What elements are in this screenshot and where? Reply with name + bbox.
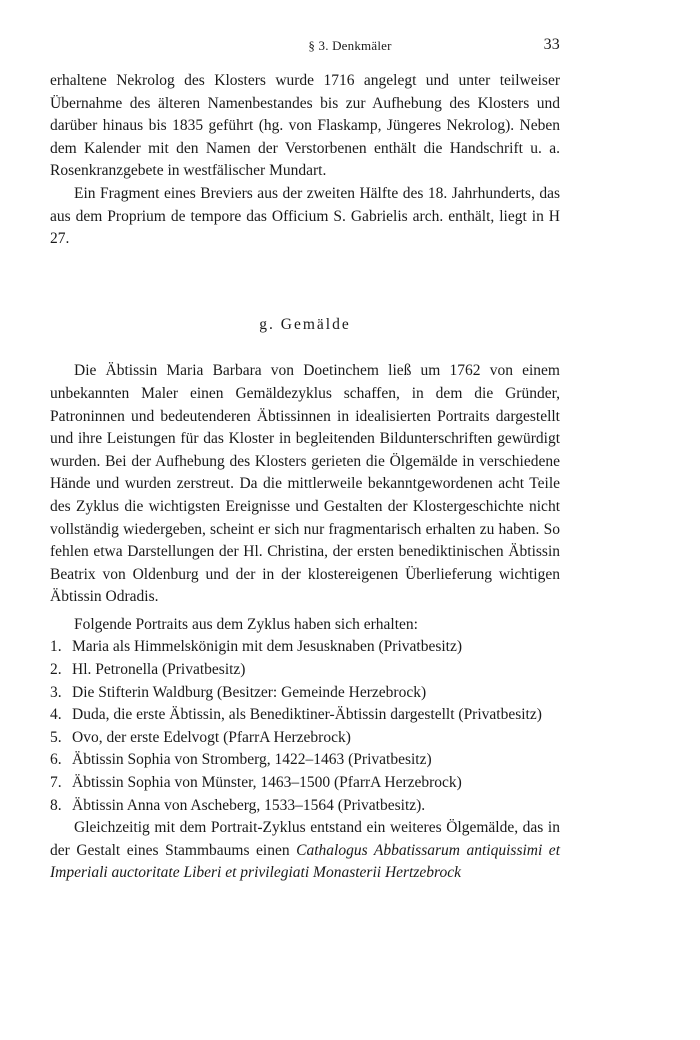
list-text: Hl. Petronella (Privatbesitz) [72, 661, 246, 679]
list-text: Äbtissin Anna von Ascheberg, 1533–1564 (Privatbesitz). [72, 796, 426, 814]
list-item [50, 772, 560, 795]
list-number: 7. [50, 774, 62, 792]
list-text: Maria als Himmelskönigin mit dem Jesusknaben (Privatbesitz) [72, 638, 463, 656]
paragraph-stammbaum [50, 817, 560, 885]
list-item [50, 795, 560, 818]
list-number: 1. [50, 638, 62, 656]
list-item [50, 659, 560, 682]
list-number: 8. [50, 796, 62, 814]
text-column [50, 70, 560, 885]
list-text: Äbtissin Sophia von Stromberg, 1422–1463 (Privatbesitz) [72, 751, 432, 769]
list-item [50, 749, 560, 772]
list-text: Duda, die erste Äbtissin, als Benediktiner-Äbtissin dargestellt (Privatbesitz) [72, 706, 542, 724]
list-item [50, 727, 560, 750]
catalogue-title-italic: Cathalogus Abbatissarum antiquissimi et Imperiali auctoritate Liberi et privilegiati Monasterii Hertzebrock [50, 841, 560, 882]
list-text: Äbtissin Sophia von Münster, 1463–1500 (PfarrA Herzebrock) [72, 774, 462, 792]
paragraph-list-intro: Folgende Portraits aus dem Zyklus haben sich erhalten: [74, 615, 418, 633]
list-number: 3. [50, 683, 62, 701]
list-item [50, 704, 560, 727]
portrait-list [50, 636, 560, 817]
list-item [50, 636, 560, 659]
list-number: 4. [50, 706, 62, 724]
page-number: 33 [543, 36, 560, 53]
list-number: 6. [50, 751, 62, 769]
list-text: Ovo, der erste Edelvogt (PfarrA Herzebrock) [72, 728, 351, 746]
list-number: 2. [50, 661, 62, 679]
list-text: Die Stifterin Waldburg (Besitzer: Gemeinde Herzebrock) [72, 683, 427, 701]
paragraph-brevier: Ein Fragment eines Breviers aus der zweiten Hälfte des 18. Jahrhunderts, das aus dem Proprium de tempore das Officium S. Gabrielis arch. enthält, liegt in H 27. [50, 184, 560, 248]
section-heading: g. Gemälde [259, 315, 351, 333]
list-number: 5. [50, 728, 62, 746]
running-header [0, 38, 700, 58]
paragraph-stammbaum-text: Gleichzeitig mit dem Portrait-Zyklus entstand ein weiteres Ölgemälde, das in der Gestalt eines Stammbaums einen [50, 819, 560, 859]
running-title: § 3. Denkmäler [308, 38, 392, 53]
paragraph-gemaeldezyklus: Die Äbtissin Maria Barbara von Doetinchem ließ um 1762 von einem unbekannten Maler einen Gemäldezyklus schaffen, in dem die Gründer, Patroninnen und bedeutenderen Äbtissinnen in idealisierten Portraits dargestellt und ihre Leistungen für das Kloster in begleitenden Bildunterschriften gewürdigt wurden. Bei der Aufhebung des Klosters gerieten die Ölgemälde in verschiedene Hände und wurden zerstreut. Da die mittlerweile bekanntgewordenen acht Teile des Zyklus die wichtigsten Ereignisse und Gestalten der Klostergeschichte nicht vollständig wiedergeben, scheint er sich nur fragmentarisch erhalten zu haben. So fehlen etwa Darstellungen der Hl. Christina, der ersten benediktinischen Äbtissin Beatrix von Oldenburg und der in der klostereigenen Überlieferung wichtigen Äbtissin Odradis. [50, 362, 560, 606]
list-item [50, 682, 560, 705]
paragraph-nekrolog: erhaltene Nekrolog des Klosters wurde 1716 angelegt und unter teilweiser Übernahme des älteren Namenbestandes bis zur Aufhebung des Klosters und darüber hinaus bis 1835 geführt (hg. von Flaskamp, Jüngeres Nekrolog). Neben dem Kalender mit den Namen der Verstorbenen enthält die Handschrift u. a. Rosenkranzgebete in westfälischer Mundart. [50, 72, 560, 180]
